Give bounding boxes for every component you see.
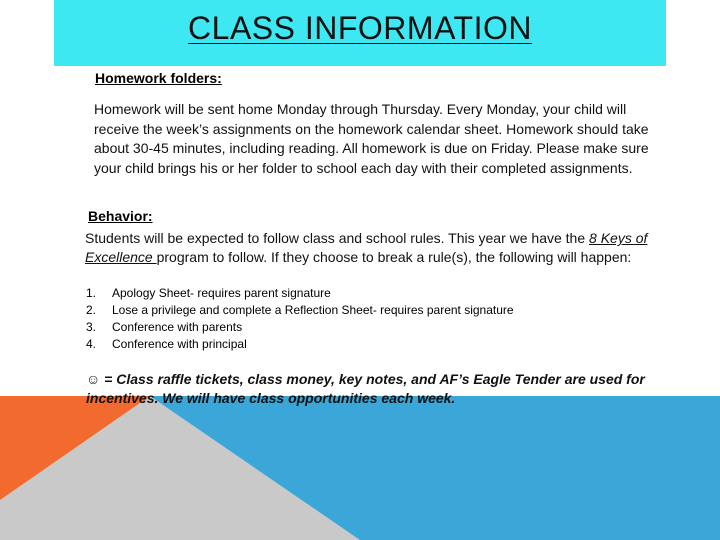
behavior-heading: Behavior: [88, 208, 153, 224]
keys-of-excellence-link: 8 Keys of Excellence [85, 230, 648, 265]
list-item-number: 1. [86, 286, 97, 300]
list-item-text: Conference with principal [112, 337, 247, 351]
list-item-text: Lose a privilege and complete a Reflection Sheet- requires parent signature [112, 303, 514, 317]
list-item [86, 285, 646, 302]
list-item-number: 3. [86, 320, 97, 334]
smiley-icon: ☺ [86, 371, 101, 387]
behavior-text [85, 229, 685, 267]
list-item [86, 336, 646, 353]
consequence-list [86, 285, 646, 353]
list-item-text: Apology Sheet- requires parent signature [112, 286, 331, 300]
incentive-text [86, 370, 686, 408]
list-item-number: 2. [86, 303, 97, 317]
list-item [86, 302, 646, 319]
list-item-number: 4. [86, 337, 97, 351]
incentive-description: = Class raffle tickets, class money, key notes, and AF’s Eagle Tender are used for incentives. We will have class opportunities each week. [86, 371, 645, 406]
list-item-text: Conference with parents [112, 320, 243, 334]
homework-text: Homework will be sent home Monday through Thursday. Every Monday, your child will receive the week’s assignments on the homework calendar sheet. Homework should take about 30-45 minutes, including reading. All homework is due on Friday. Please make sure your child brings his or her folder to school each day with their completed assignments. [94, 101, 649, 176]
homework-heading: Homework folders: [95, 70, 222, 86]
behavior-text-after: program to follow. If they choose to break a rule(s), the following will happen: [156, 249, 632, 265]
page-title: CLASS INFORMATION [188, 10, 532, 46]
behavior-text-before: Students will be expected to follow class and school rules. This year we have the [85, 230, 590, 246]
list-item [86, 319, 646, 336]
